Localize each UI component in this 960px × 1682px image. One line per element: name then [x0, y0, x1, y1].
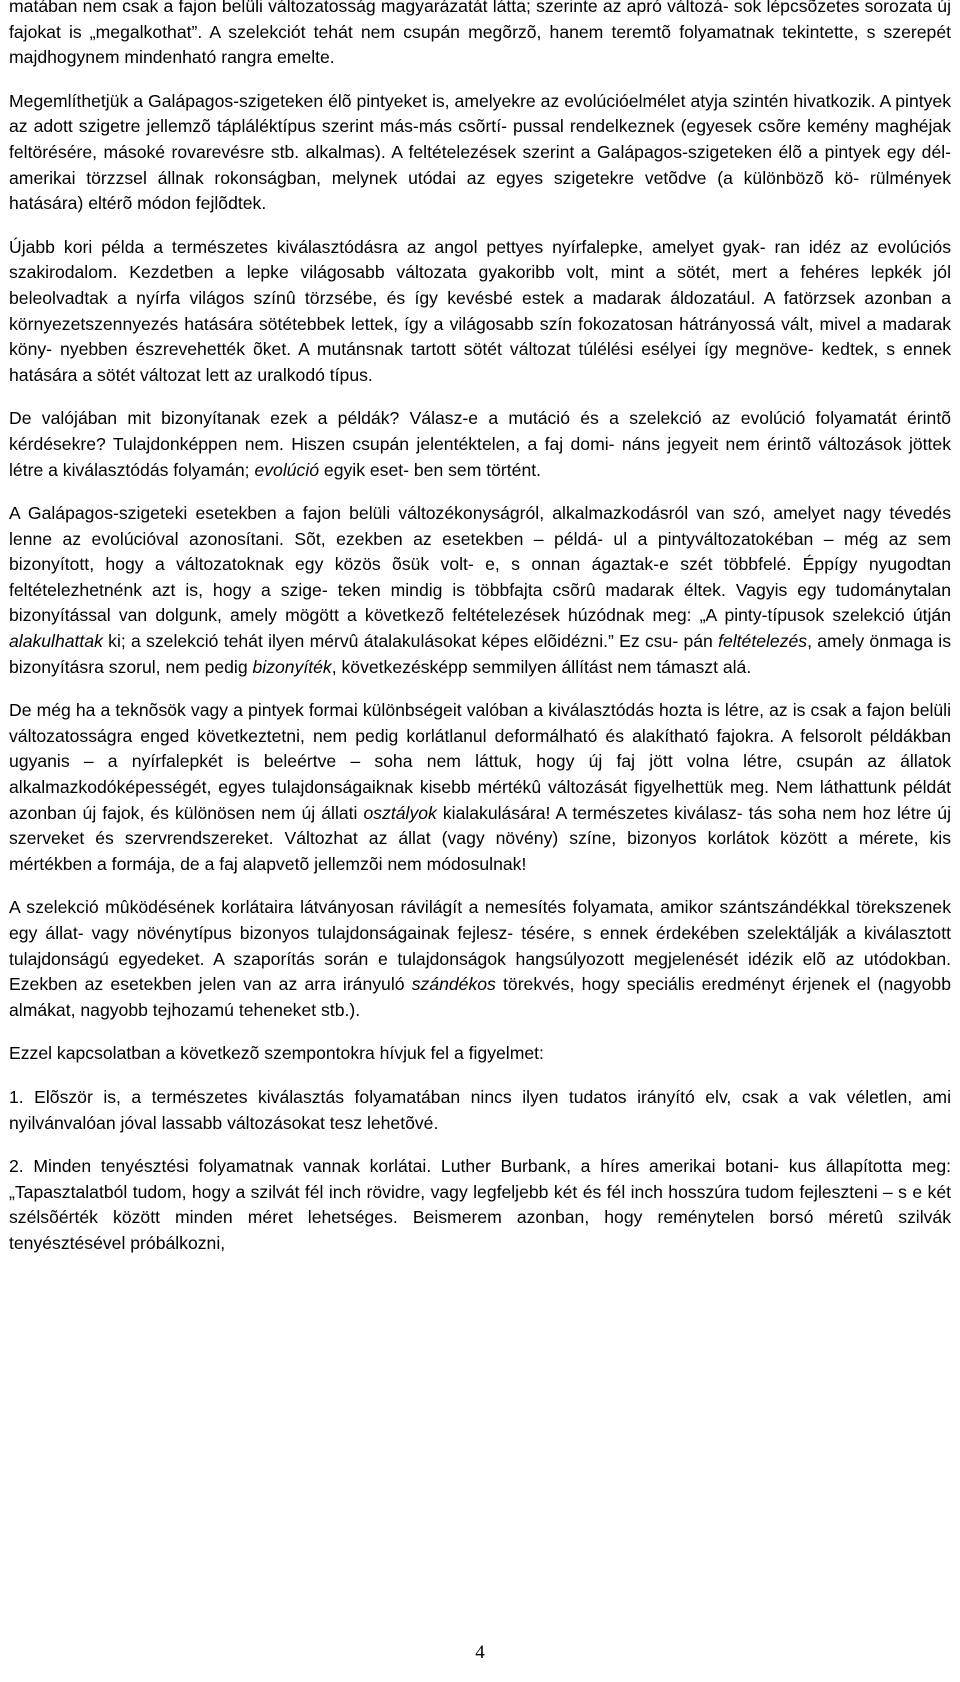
paragraph	[9, 1085, 951, 1136]
text-segment: kialakulására! A természetes kiválasz- tás soha nem hoz létre új szerveket és szervrendszereket. Változhat az állat (vagy növény) színe, bizonyos korlátok között a mérete, kis mértékben a formája, de a faj alapvetõ jellemzõi nem módosulnak!	[9, 802, 951, 874]
text-segment: 1. Elõször is, a természetes kiválasztás folyamatában nincs ilyen tudatos irányító elv, csak a vak véletlen, ami nyilvánvalóan jóval lassabb változásokat tesz lehetõvé.	[9, 1086, 951, 1133]
paragraph	[9, 89, 951, 217]
italic-text: osztályok	[363, 802, 437, 823]
paragraph	[9, 0, 951, 71]
paragraph	[9, 698, 951, 877]
text-segment: Megemlíthetjük a Galápagos-szigeteken élõ pintyeket is, amelyekre az evolúcióelmélet atyja szintén hivatkozik. A pintyek az adott szigetre jellemzõ tápláléktípus szerint más-más csõrtí- pussal rendelkeznek (egyesek csõre kemény maghéjak feltörésére, másoké rovarevésre stb. alkalmas). A feltételezések szerint a Galápagos-szigeteken élõ a pintyek egy dél-amerikai törzzsel állnak rokonságban, melynek utódai az egyes szigetekre vetõdve (a különbözõ kö- rülmények hatására) eltérõ módon fejlõdtek.	[9, 90, 951, 214]
text-segment: 2. Minden tenyésztési folyamatnak vannak korlátai. Luther Burbank, a híres amerikai botani- kus állapította meg: „Tapasztalatból tudom, hogy a szilvát fél inch rövidre, vagy legfeljebb két és fél inch hosszúra tudom fejleszteni – s e két szélsõérték között minden méret lehetséges. Beismerem azonban, hogy reménytelen borsó méretû szilvák tenyésztésével próbálkozni,	[9, 1156, 951, 1253]
text-segment: Ezzel kapcsolatban a következõ szempontokra hívjuk fel a figyelmet:	[9, 1043, 544, 1064]
paragraph	[9, 1154, 951, 1256]
italic-text: evolúció	[254, 459, 320, 480]
paragraph	[9, 1041, 951, 1067]
italic-text: alakulhattak	[9, 631, 103, 652]
italic-text: feltételezés	[718, 631, 808, 652]
page-number: 4	[475, 1642, 485, 1663]
text-segment: Újabb kori példa a természetes kiválasztódásra az angol pettyes nyírfalepke, amelyet gyak- ran idéz az evolúciós szakirodalom. Kezdetben a lepke világosabb változata gyakoribb volt, mint a sötét, mert a fehéres lepkék jól beleolvadtak a nyírfa világos színû törzsébe, és így kevésbé estek a madarak áldozatául. A fatörzsek azonban a környezetszennyezés hatására sötétebbek lettek, így a világosabb szín fokozatosan hátrányossá vált, mivel a madarak köny- nyebben észrevehették õket. A mutánsnak tartott sötét változat túlélési esélyei így megnöve- kedtek, s ennek hatására a sötét változat lett az uralkodó típus.	[9, 236, 951, 385]
text-segment: A szelekció mûködésének korlátaira látványosan rávilágít a nemesítés folyamata, amikor szántszándékkal törekszenek egy állat- vagy növénytípus bizonyos tulajdonságainak fejlesz- tésére, s ennek érdekében szelektálják a kiválasztott tulajdonságú egyedeket. A szaporítás során e tulajdonságok hangsúlyozott megjelenését idézik elõ az utódokban. Ezekben az esetekben jelen van az arra irányuló	[9, 897, 951, 995]
paragraph	[9, 895, 951, 1023]
text-segment: , amely önmaga is bizonyításra szorul, nem pedig	[9, 631, 951, 677]
text-segment: egyik eset- ben sem történt.	[319, 459, 542, 480]
paragraph	[9, 235, 951, 389]
italic-text: bizonyíték	[252, 656, 332, 677]
text-segment: De még ha a teknõsök vagy a pintyek formai különbségeit valóban a kiválasztódás hozta is létre, az is csak a fajon belüli változatosságra enged következtetni, nem pedig korlátlanul deformálható és alakítható fajokra. A felsorolt példákban ugyanis – a nyírfalepkét is beleértve – soha nem láttuk, hogy új faj jött volna létre, csupán az állatok alkalmazkodóképességét, egyes tulajdonságaiknak kisebb mértékû változását figyelhettük meg. Nem láthattunk példát azonban új fajok, és különösen nem új állati	[9, 700, 951, 823]
paragraph	[9, 501, 951, 680]
italic-text: szándékos	[411, 974, 496, 995]
text-segment: törekvés, hogy speciális eredményt érjenek el (nagyobb almákat, nagyobb tejhozamú teheneket stb.).	[9, 974, 951, 1020]
document-body	[9, 0, 951, 1257]
paragraph	[9, 406, 951, 483]
text-segment: , következésképp semmilyen állítást nem támaszt alá.	[331, 656, 752, 677]
text-segment: A Galápagos-szigeteki esetekben a fajon belüli változékonyságról, alkalmazkodásról van szó, amelyet nagy tévedés lenne az evolúcióval azonosítani. Sõt, ezekben az esetekben – példá- ul a pintyváltozatokéban – még az sem bizonyított, hogy a változatoknak egy közös õsük volt- e, s onnan ágaztak-e szét többfelé. Éppígy nyugodtan feltételezhetnénk azt is, hogy a szige- teken mindig is többfajta csõrû madarak éltek. Vagyis egy tudománytalan bizonyítással van dolgunk, amely mögött a következõ feltételezések húzódnak meg: „A pinty-típusok szelekció útján	[9, 503, 951, 626]
text-segment: ki; a szelekció tehát ilyen mérvû átalakulásokat képes elõidézni.” Ez csu- pán	[102, 631, 719, 652]
text-segment: matában nem csak a fajon belüli változatosság magyarázatát látta; szerinte az apró változá- sok lépcsõzetes sorozata új fajokat is „megalkothat”. A szelekciót tehát nem csupán megõrzõ, hanem teremtõ folyamatnak tekintette, s szerepét majdhogynem mindenható rangra emelte.	[9, 0, 951, 68]
text-segment: De valójában mit bizonyítanak ezek a példák? Válasz-e a mutáció és a szelekció az evolúció folyamatát érintõ kérdésekre? Tulajdonképpen nem. Hiszen csupán jelentéktelen, a faj domi- náns jegyeit nem érintõ változások jöttek létre a kiválasztódás folyamán;	[9, 408, 951, 480]
